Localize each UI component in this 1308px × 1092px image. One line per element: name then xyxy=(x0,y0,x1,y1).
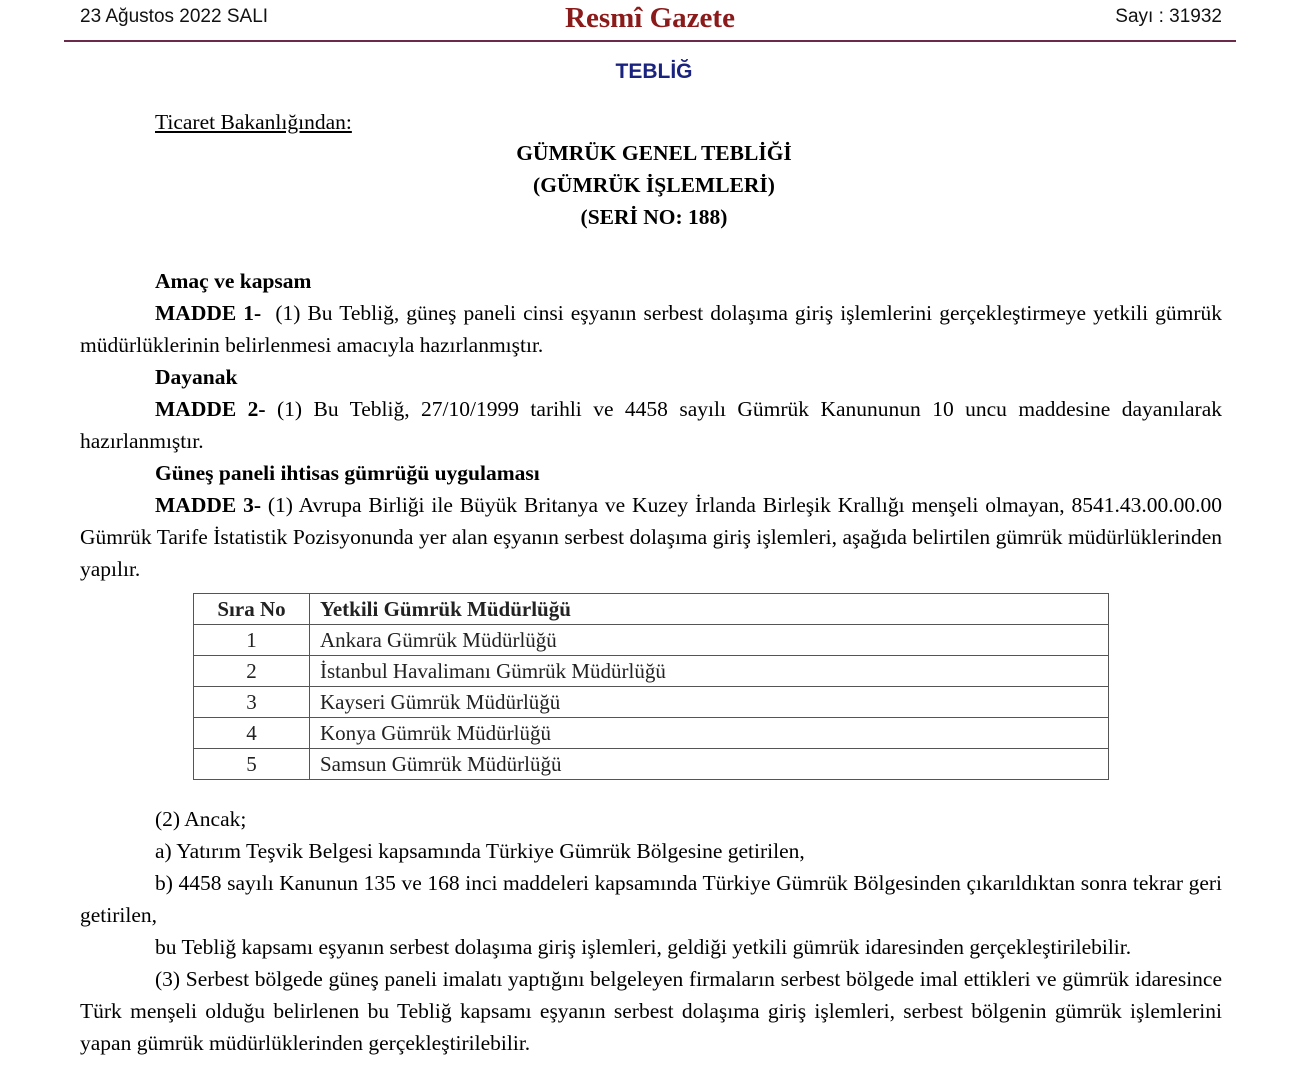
column-header-office: Yetkili Gümrük Müdürlüğü xyxy=(310,594,1109,625)
customs-offices-table xyxy=(193,593,1109,780)
article-1-label: MADDE 1- xyxy=(155,301,262,325)
table-row xyxy=(194,749,1109,780)
issuing-authority: Ticaret Bakanlığından: xyxy=(155,110,352,134)
table-row xyxy=(194,687,1109,718)
article-1-heading: Amaç ve kapsam xyxy=(155,269,312,293)
document-body-continued xyxy=(80,803,1222,1059)
article-3-paragraph xyxy=(80,489,1222,585)
table-row xyxy=(194,718,1109,749)
issue-date: 23 Ağustos 2022 SALI xyxy=(80,6,269,27)
paragraph-2-item-a: a) Yatırım Teşvik Belgesi kapsamında Türkiye Gümrük Bölgesine getirilen, xyxy=(155,839,805,863)
row-number: 3 xyxy=(194,687,310,718)
gazette-masthead: Resmî Gazete xyxy=(565,2,735,34)
row-number: 2 xyxy=(194,656,310,687)
title-line-1: GÜMRÜK GENEL TEBLİĞİ xyxy=(516,141,792,165)
article-2-heading: Dayanak xyxy=(155,365,238,389)
paragraph-2-item-b: b) 4458 sayılı Kanunun 135 ve 168 inci maddeleri kapsamında Türkiye Gümrük Bölgesinden çıkarıldıktan sonra tekrar geri getirilen, xyxy=(80,871,1222,927)
column-header-no: Sıra No xyxy=(194,594,310,625)
paragraph-2-conclusion: bu Tebliğ kapsamı eşyanın serbest dolaşıma giriş işlemleri, geldiği yetkili gümrük idaresinden gerçekleştirilebilir. xyxy=(155,935,1132,959)
article-2-text: (1) Bu Tebliğ, 27/10/1999 tarihli ve 4458 sayılı Gümrük Kanununun 10 uncu maddesine dayanılarak hazırlanmıştır. xyxy=(80,397,1223,453)
title-line-2: (GÜMRÜK İŞLEMLERİ) xyxy=(533,173,775,197)
table-row xyxy=(194,656,1109,687)
paragraph-2-intro: (2) Ancak; xyxy=(155,807,247,831)
article-2-label: MADDE 2- xyxy=(155,397,266,421)
article-3-heading: Güneş paneli ihtisas gümrüğü uygulaması xyxy=(155,461,540,485)
row-office: Samsun Gümrük Müdürlüğü xyxy=(310,749,1109,780)
section-label: TEBLİĞ xyxy=(615,60,693,83)
article-1-text: (1) Bu Tebliğ, güneş paneli cinsi eşyanın serbest dolaşıma giriş işlemlerini gerçekleştirmeye yetkili gümrük müdürlüklerinin belirlenmesi amacıyla hazırlanmıştır. xyxy=(80,301,1222,357)
row-number: 4 xyxy=(194,718,310,749)
article-2-paragraph xyxy=(80,393,1222,457)
table-header-row xyxy=(194,594,1109,625)
title-line-3: (SERİ NO: 188) xyxy=(580,205,728,229)
document-body xyxy=(80,265,1222,585)
article-1-paragraph xyxy=(80,297,1222,361)
issue-number: Sayı : 31932 xyxy=(1115,6,1222,27)
row-office: Ankara Gümrük Müdürlüğü xyxy=(310,625,1109,656)
row-office: Konya Gümrük Müdürlüğü xyxy=(310,718,1109,749)
row-number: 1 xyxy=(194,625,310,656)
article-3-text: (1) Avrupa Birliği ile Büyük Britanya ve Kuzey İrlanda Birleşik Krallığı menşeli olmayan, 8541.43.00.00.00 Gümrük Tarife İstatistik Pozisyonunda yer alan eşyanın serbest dolaşıma giriş işlemleri, aşağıda belirtilen gümrük müdürlüklerinden yapılır. xyxy=(80,493,1222,581)
paragraph-3: (3) Serbest bölgede güneş paneli imalatı yaptığını belgeleyen firmaların serbest bölgede imal ettikleri ve gümrük idaresince Türk menşeli olduğu belirlenen bu Tebliğ kapsamı eşyanın serbest dolaşıma giriş işlemleri, serbest bölgenin gümrük işlemlerini yapan gümrük müdürlüklerinden gerçekleştirilebilir. xyxy=(80,967,1222,1055)
row-office: İstanbul Havalimanı Gümrük Müdürlüğü xyxy=(310,656,1109,687)
article-3-label: MADDE 3- xyxy=(155,493,261,517)
gazette-header xyxy=(64,0,1236,42)
document-title xyxy=(0,137,1308,233)
row-office: Kayseri Gümrük Müdürlüğü xyxy=(310,687,1109,718)
table-row xyxy=(194,625,1109,656)
row-number: 5 xyxy=(194,749,310,780)
